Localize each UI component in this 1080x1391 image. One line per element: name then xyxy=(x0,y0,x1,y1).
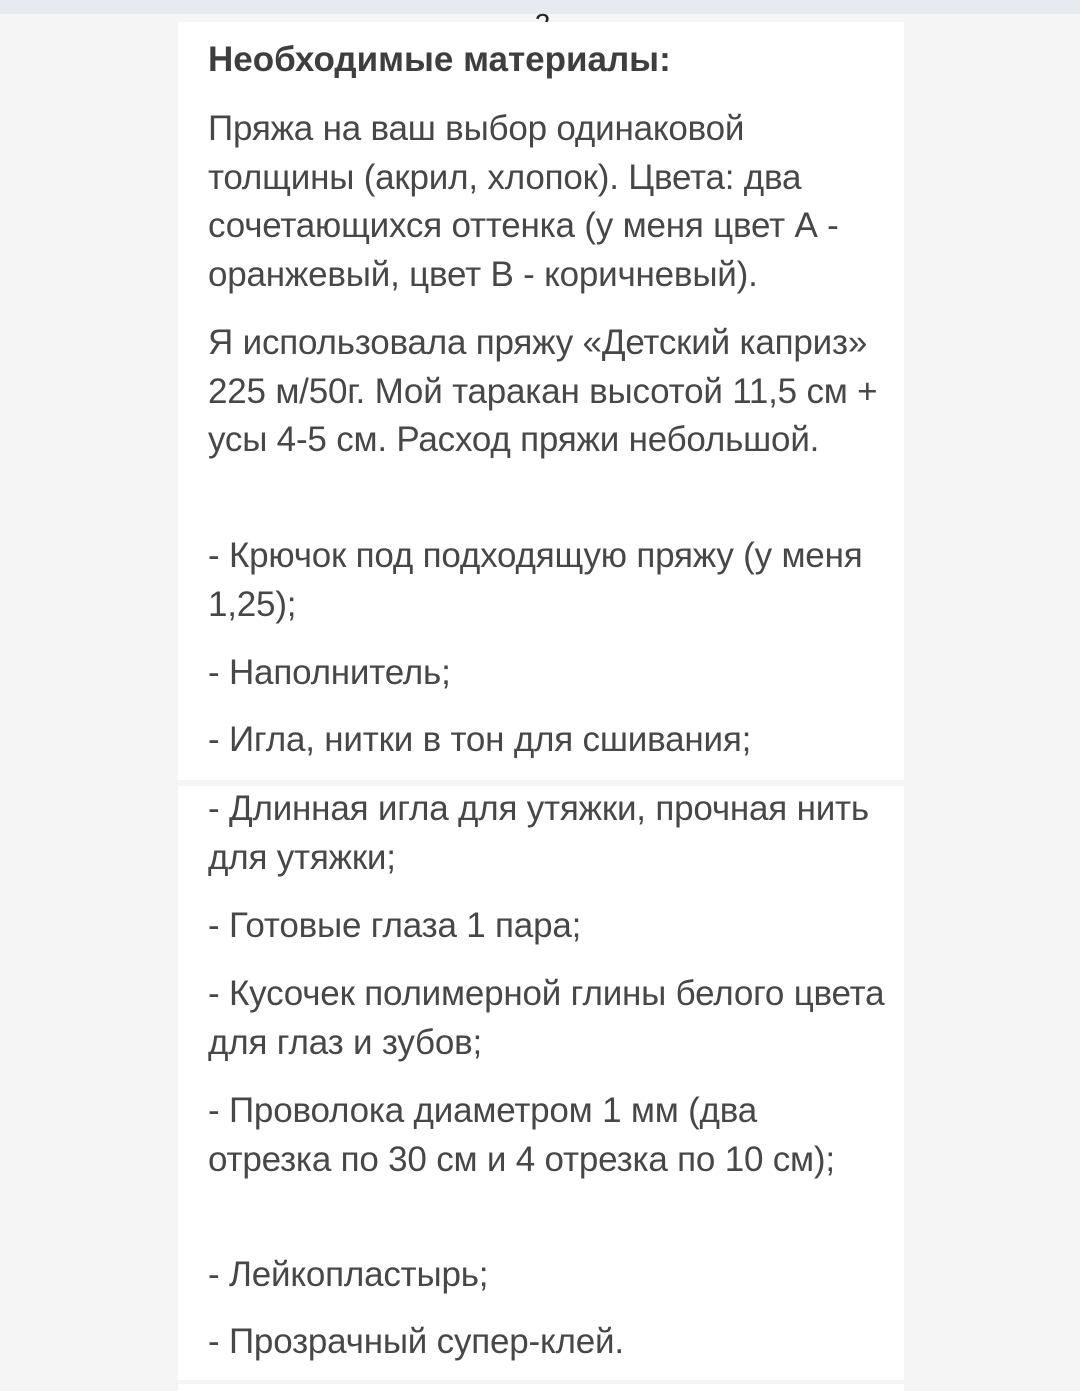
material-item-needle: - Игла, нитки в тон для сшивания; xyxy=(208,720,752,759)
material-item-clay: - Кусочек полимерной глины белого цвета для глаз и зубов; xyxy=(208,974,885,1062)
material-item-eyes: - Готовые глаза 1 пара; xyxy=(208,906,582,945)
next-card-edge xyxy=(178,1384,904,1391)
materials-heading: Необходимые материалы: xyxy=(208,40,671,79)
paragraph-yarn-used: Я использовала пряжу «Детский каприз» 225 м/50г. Мой таракан высотой 11,5 см + усы 4-5 см. Расход пряжи небольшой. xyxy=(208,323,878,459)
material-item-plaster: - Лейкопластырь; xyxy=(208,1255,489,1294)
material-item-wire: - Проволока диаметром 1 мм (два отрезка по 30 см и 4 отрезка по 10 см); xyxy=(208,1091,835,1179)
material-item-hook: - Крючок под подходящую пряжу (у меня 1,25); xyxy=(208,536,863,624)
paragraph-yarn-choice: Пряжа на ваш выбор одинаковой толщины (акрил, хлопок). Цвета: два сочетающихся оттенка (у меня цвет А - оранжевый, цвет В - коричневый). xyxy=(208,109,839,294)
material-item-filler: - Наполнитель; xyxy=(208,653,451,692)
material-item-glue: - Прозрачный супер-клей. xyxy=(208,1322,624,1361)
material-item-long-needle: - Длинная игла для утяжки, прочная нить для утяжки; xyxy=(208,789,869,877)
